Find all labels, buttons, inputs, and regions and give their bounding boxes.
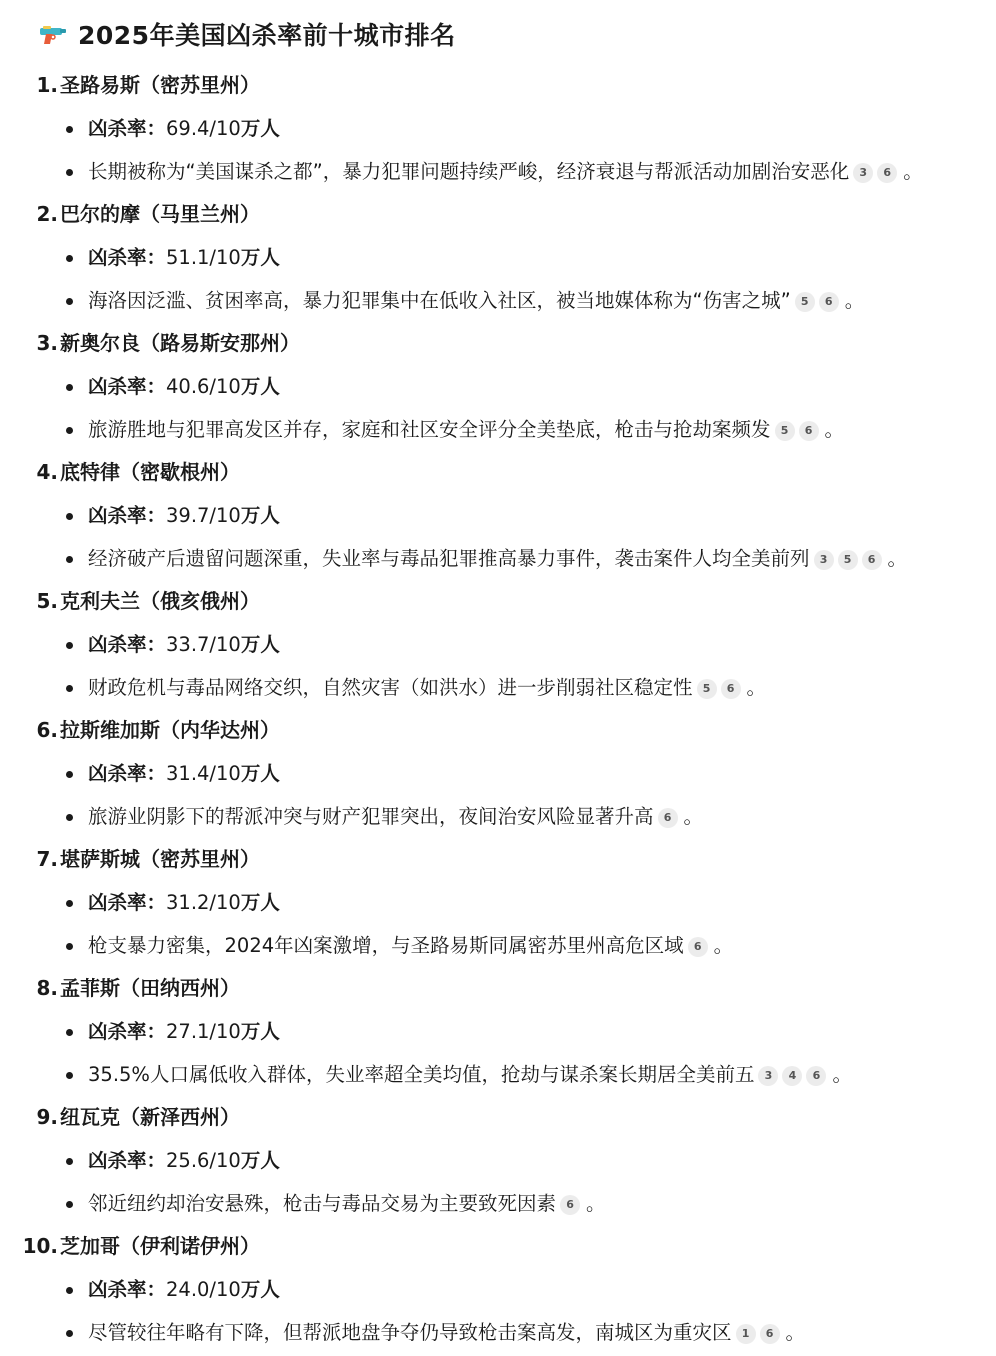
- description-text: 旅游业阴影下的帮派冲突与财产犯罪突出，夜间治安风险显著升高: [88, 805, 654, 828]
- rate-unit: 万人: [240, 246, 280, 269]
- city-details: [0, 494, 996, 580]
- citation-badge[interactable]: 6: [760, 1324, 780, 1344]
- rate-value: 24.0/10: [166, 1278, 241, 1301]
- city-details: [0, 1268, 996, 1354]
- rate-unit: 万人: [240, 762, 280, 785]
- city-item: [0, 322, 996, 451]
- rate-unit: 万人: [240, 117, 280, 140]
- citation-badge[interactable]: 5: [795, 292, 815, 312]
- description-text: 长期被称为“美国谋杀之都”，暴力犯罪问题持续严峻，经济衰退与帮派活动加剧治安恶化: [88, 160, 850, 183]
- rate-value: 31.2/10: [166, 891, 241, 914]
- citation-badge[interactable]: 6: [877, 163, 897, 183]
- sentence-end: 。: [713, 934, 734, 957]
- description-text: 枪支暴力密集，2024年凶案激增，与圣路易斯同属密苏里州高危区域: [88, 934, 684, 957]
- rate-value: 40.6/10: [166, 375, 241, 398]
- citation-badge[interactable]: 6: [799, 421, 819, 441]
- rate-label: 凶杀率：: [88, 1149, 167, 1172]
- city-list: [0, 64, 996, 1354]
- citation-badge[interactable]: 6: [862, 550, 882, 570]
- rank-number: 8.: [36, 976, 58, 1000]
- city-details: [0, 236, 996, 322]
- rate-item: [0, 1010, 996, 1053]
- city-heading: [0, 1096, 996, 1139]
- city-name: 纽瓦克（新泽西州）: [60, 1105, 240, 1129]
- rate-item: [0, 623, 996, 666]
- rate-unit: 万人: [240, 891, 280, 914]
- rate-value: 33.7/10: [166, 633, 241, 656]
- sentence-end: 。: [844, 289, 865, 312]
- rank-number: 5.: [36, 589, 58, 613]
- rate-value: 69.4/10: [166, 117, 241, 140]
- rank-number: 2.: [36, 202, 58, 226]
- city-heading: [0, 1225, 996, 1268]
- city-name: 底特律（密歇根州）: [60, 460, 240, 484]
- rate-item: [0, 752, 996, 795]
- citation-badge[interactable]: 3: [814, 550, 834, 570]
- city-heading: [0, 451, 996, 494]
- description-text: 尽管较往年略有下降，但帮派地盘争夺仍导致枪击案高发，南城区为重灾区: [88, 1321, 732, 1344]
- rate-value: 27.1/10: [166, 1020, 241, 1043]
- description-item: [0, 924, 996, 967]
- city-heading: [0, 967, 996, 1010]
- sentence-end: 。: [746, 676, 767, 699]
- title-row: [38, 14, 996, 54]
- rate-item: [0, 236, 996, 279]
- sentence-end: 。: [824, 418, 845, 441]
- description-item: [0, 537, 996, 580]
- description-text: 海洛因泛滥、贫困率高，暴力犯罪集中在低收入社区，被当地媒体称为“伤害之城”: [88, 289, 791, 312]
- city-details: [0, 365, 996, 451]
- city-item: [0, 64, 996, 193]
- sentence-end: 。: [832, 1063, 852, 1086]
- sentence-end: 。: [887, 547, 908, 570]
- city-name: 孟菲斯（田纳西州）: [60, 976, 240, 1000]
- citation-badge[interactable]: 6: [806, 1066, 826, 1086]
- city-item: [0, 451, 996, 580]
- rate-unit: 万人: [240, 1278, 280, 1301]
- citation-badge[interactable]: 3: [853, 163, 873, 183]
- city-details: [0, 881, 996, 967]
- city-name: 克利夫兰（俄亥俄州）: [60, 589, 260, 613]
- city-name: 圣路易斯（密苏里州）: [60, 73, 260, 97]
- city-item: [0, 580, 996, 709]
- description-item: [0, 1311, 996, 1354]
- city-item: [0, 967, 996, 1096]
- rate-item: [0, 1268, 996, 1311]
- rank-number: 7.: [36, 847, 58, 871]
- city-name: 新奥尔良（路易斯安那州）: [60, 331, 300, 355]
- description-text: 经济破产后遗留问题深重，失业率与毒品犯罪推高暴力事件，袭击案件人均全美前列: [88, 547, 810, 570]
- city-heading: [0, 193, 996, 236]
- city-name: 拉斯维加斯（内华达州）: [60, 718, 280, 742]
- city-heading: [0, 838, 996, 881]
- city-item: [0, 838, 996, 967]
- description-item: [0, 408, 996, 451]
- rank-number: 4.: [36, 460, 58, 484]
- sentence-end: 。: [785, 1321, 806, 1344]
- description-item: [0, 1053, 996, 1096]
- city-heading: [0, 64, 996, 107]
- city-name: 堪萨斯城（密苏里州）: [60, 847, 260, 871]
- city-heading: [0, 322, 996, 365]
- city-details: [0, 1010, 996, 1096]
- citation-badge[interactable]: 1: [736, 1324, 756, 1344]
- citation-badge[interactable]: 3: [758, 1066, 778, 1086]
- rate-item: [0, 365, 996, 408]
- city-item: [0, 709, 996, 838]
- rank-number: 3.: [36, 331, 58, 355]
- rate-item: [0, 1139, 996, 1182]
- rate-unit: 万人: [240, 375, 280, 398]
- citation-badge[interactable]: 5: [838, 550, 858, 570]
- city-name: 巴尔的摩（马里兰州）: [60, 202, 260, 226]
- rate-item: [0, 494, 996, 537]
- rate-unit: 万人: [240, 1149, 280, 1172]
- city-heading: [0, 709, 996, 752]
- rate-item: [0, 107, 996, 150]
- description-item: [0, 795, 996, 838]
- rate-value: 25.6/10: [166, 1149, 241, 1172]
- rate-label: 凶杀率：: [88, 246, 167, 269]
- citation-badge[interactable]: 6: [658, 808, 678, 828]
- sentence-end: 。: [683, 805, 704, 828]
- citation-badge[interactable]: 4: [782, 1066, 802, 1086]
- city-details: [0, 107, 996, 193]
- rate-label: 凶杀率：: [88, 891, 167, 914]
- rank-number: 9.: [36, 1105, 58, 1129]
- city-heading: [0, 580, 996, 623]
- rank-number: 10.: [22, 1234, 58, 1258]
- rate-label: 凶杀率：: [88, 1020, 167, 1043]
- city-details: [0, 1139, 996, 1225]
- city-item: [0, 193, 996, 322]
- citation-badge[interactable]: 5: [697, 679, 717, 699]
- rate-label: 凶杀率：: [88, 117, 167, 140]
- rate-item: [0, 881, 996, 924]
- rate-label: 凶杀率：: [88, 375, 167, 398]
- citation-badge[interactable]: 5: [775, 421, 795, 441]
- description-item: [0, 666, 996, 709]
- description-text: 35.5%人口属低收入群体，失业率超全美均值，抢劫与谋杀案长期居全美前五: [88, 1063, 755, 1086]
- rate-label: 凶杀率：: [88, 762, 167, 785]
- rate-unit: 万人: [240, 1020, 280, 1043]
- sentence-end: 。: [586, 1192, 606, 1215]
- description-item: [0, 279, 996, 322]
- description-item: [0, 150, 996, 193]
- rate-unit: 万人: [240, 633, 280, 656]
- description-text: 财政危机与毒品网络交织，自然灾害（如洪水）进一步削弱社区稳定性: [88, 676, 693, 699]
- rank-number: 1.: [36, 73, 58, 97]
- rate-value: 31.4/10: [166, 762, 241, 785]
- rate-label: 凶杀率：: [88, 633, 167, 656]
- description-item: [0, 1182, 996, 1225]
- city-name: 芝加哥（伊利诺伊州）: [60, 1234, 260, 1258]
- water-gun-icon: [38, 22, 68, 46]
- description-text: 邻近纽约却治安悬殊，枪击与毒品交易为主要致死因素: [88, 1192, 557, 1215]
- rate-value: 51.1/10: [166, 246, 241, 269]
- citation-badge[interactable]: 6: [721, 679, 741, 699]
- rate-label: 凶杀率：: [88, 504, 167, 527]
- rate-unit: 万人: [240, 504, 280, 527]
- rate-label: 凶杀率：: [88, 1278, 167, 1301]
- city-details: [0, 623, 996, 709]
- citation-badge[interactable]: 6: [688, 937, 708, 957]
- citation-badge[interactable]: 6: [560, 1195, 580, 1215]
- rate-value: 39.7/10: [166, 504, 241, 527]
- city-details: [0, 752, 996, 838]
- sentence-end: 。: [903, 160, 923, 183]
- rank-number: 6.: [36, 718, 58, 742]
- description-text: 旅游胜地与犯罪高发区并存，家庭和社区安全评分全美垫底，枪击与抢劫案频发: [88, 418, 771, 441]
- city-item: [0, 1096, 996, 1225]
- citation-badge[interactable]: 6: [819, 292, 839, 312]
- page-title: 2025年美国凶杀率前十城市排名: [78, 21, 456, 50]
- city-item: [0, 1225, 996, 1354]
